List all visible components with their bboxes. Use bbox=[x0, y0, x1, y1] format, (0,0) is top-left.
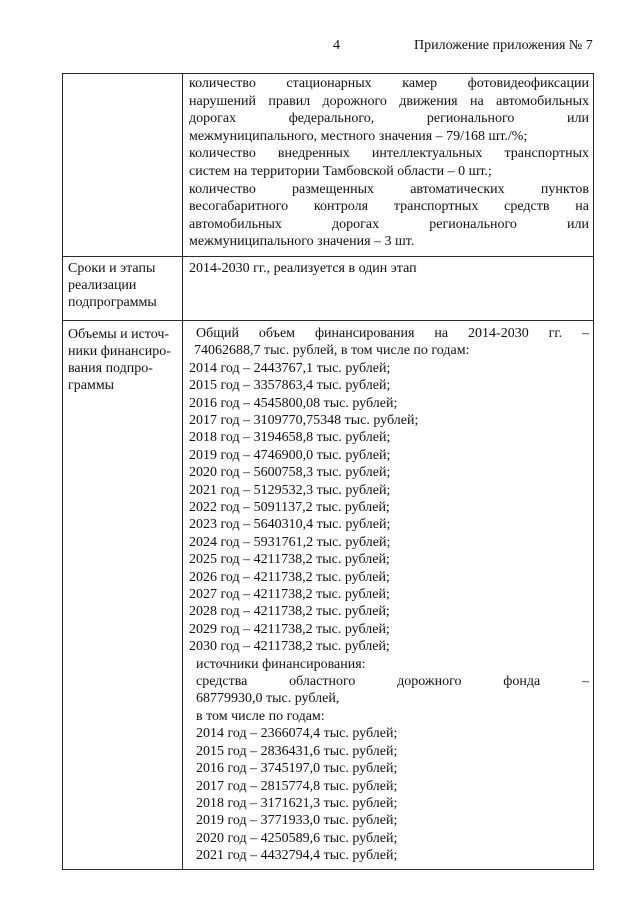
text-line: 2017 год – 3109770,75348 тыс. рублей; bbox=[189, 412, 419, 428]
row-content bbox=[183, 321, 593, 869]
text-line: 2023 год – 5640310,4 тыс. рублей; bbox=[189, 517, 391, 533]
text-line: 2021 год – 5129532,3 тыс. рублей; bbox=[189, 482, 391, 498]
text-line: 2017 год – 2815774,8 тыс. рублей; bbox=[196, 778, 398, 794]
text-line: 2024 год – 5931761,2 тыс. рублей; bbox=[189, 534, 391, 550]
content-cell bbox=[183, 74, 594, 257]
text-line: средства областного дорожного фонда – bbox=[196, 674, 589, 690]
text-line: 2028 год – 4211738,2 тыс. рублей; bbox=[189, 604, 390, 620]
text-line: весогабаритного контроля транспортных средств на bbox=[189, 199, 589, 215]
text-line: Общий объем финансирования на 2014-2030 гг. – bbox=[196, 325, 589, 341]
text-line: в том числе по годам: bbox=[196, 708, 325, 724]
text-line: 2027 год – 4211738,2 тыс. рублей; bbox=[189, 587, 390, 603]
passport-table bbox=[62, 73, 594, 870]
text-line: 2020 год – 5600758,3 тыс. рублей; bbox=[189, 465, 391, 481]
label-line: вания подпро- bbox=[68, 360, 153, 376]
text-line: межмуниципального значения – 3 шт. bbox=[189, 234, 415, 250]
text-line: 2019 год – 3771933,0 тыс. рублей; bbox=[196, 813, 398, 829]
text-line: количество размещенных автоматических пунктов bbox=[189, 181, 589, 197]
text-line: 2015 год – 2836431,6 тыс. рублей; bbox=[196, 743, 398, 759]
text-line: 74062688,7 тыс. рублей, в том числе по годам: bbox=[194, 343, 470, 359]
text-line: 2014 год – 2443767,1 тыс. рублей; bbox=[189, 360, 391, 376]
label-cell bbox=[63, 74, 183, 257]
text-line: 2018 год – 3171621,3 тыс. рублей; bbox=[196, 795, 398, 811]
row-label bbox=[63, 257, 182, 315]
text-line: автомобильных дорогах регионального или bbox=[189, 216, 589, 232]
content-cell bbox=[183, 256, 594, 320]
text-line: 2021 год – 4432794,4 тыс. рублей; bbox=[196, 848, 398, 864]
text-line: 2030 год – 4211738,2 тыс. рублей; bbox=[189, 639, 390, 655]
row-content bbox=[183, 74, 593, 256]
label-line: граммы bbox=[68, 377, 115, 393]
text-line: 2016 год – 3745197,0 тыс. рублей; bbox=[196, 761, 398, 777]
label-line: реализации bbox=[68, 277, 137, 293]
text-line: источники финансирования: bbox=[196, 656, 366, 672]
text-line: 2016 год – 4545800,08 тыс. рублей; bbox=[189, 395, 398, 411]
page-number: 4 bbox=[333, 38, 340, 53]
content-cell bbox=[183, 320, 594, 869]
text-line: 2014-2030 гг., реализуется в один этап bbox=[189, 260, 417, 276]
label-line: подпрограммы bbox=[68, 294, 157, 310]
label-cell bbox=[63, 320, 183, 869]
row-label bbox=[63, 74, 182, 81]
text-line: 2014 год – 2366074,4 тыс. рублей; bbox=[196, 726, 398, 742]
table-row-terms bbox=[63, 256, 594, 320]
appendix-title: Приложение приложения № 7 bbox=[414, 38, 593, 53]
text-line: 2029 год – 4211738,2 тыс. рублей; bbox=[189, 621, 390, 637]
text-line: 2022 год – 5091137,2 тыс. рублей; bbox=[189, 500, 390, 515]
text-line: межмуниципального, местного значения – 79/168 шт./%; bbox=[189, 128, 528, 144]
table-row-indicators bbox=[63, 74, 594, 257]
text-line: 2015 год – 3357863,4 тыс. рублей; bbox=[189, 378, 391, 394]
label-cell bbox=[63, 256, 183, 320]
text-line: нарушений правил дорожного движения на автомобильных bbox=[189, 93, 589, 109]
text-line: 2026 год – 4211738,2 тыс. рублей; bbox=[189, 569, 390, 585]
row-label bbox=[63, 321, 182, 398]
text-line: количество внедренных интеллектуальных транспортных bbox=[189, 146, 589, 162]
text-line: 2020 год – 4250589,6 тыс. рублей; bbox=[196, 830, 398, 846]
table-row-financing bbox=[63, 320, 594, 869]
text-line: 2018 год – 3194658,8 тыс. рублей; bbox=[189, 430, 391, 446]
text-line: 2025 год – 4211738,2 тыс. рублей; bbox=[189, 552, 390, 568]
text-line: количество стационарных камер фотовидеофиксации bbox=[189, 76, 589, 91]
label-line: Объемы и источ- bbox=[68, 326, 170, 342]
label-line: Сроки и этапы bbox=[68, 260, 156, 276]
row-content bbox=[183, 257, 593, 281]
text-line: 2019 год – 4746900,0 тыс. рублей; bbox=[189, 447, 391, 463]
text-line: дорогах федерального, регионального или bbox=[189, 111, 589, 127]
page-header bbox=[0, 38, 640, 58]
text-line: систем на территории Тамбовской области – 0 шт.; bbox=[189, 163, 492, 179]
label-line: ники финансиро- bbox=[68, 343, 171, 359]
text-line: 68779930,0 тыс. рублей, bbox=[196, 691, 340, 707]
